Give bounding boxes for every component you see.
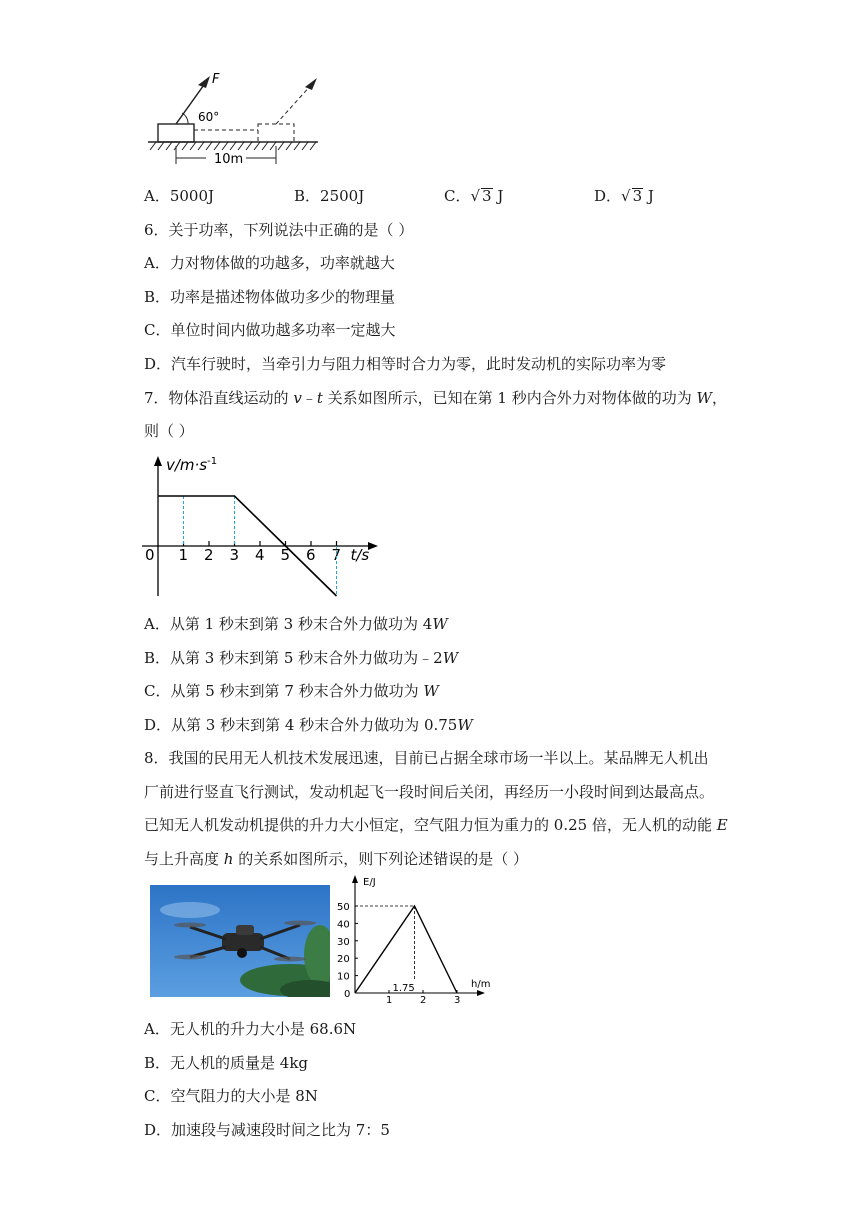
q7-stem-line2: 则（ ） [144, 422, 194, 440]
y-axis-label: $v/m\cdot s^{-1}$ [166, 456, 218, 474]
q6-option-b: B．功率是描述物体做功多少的物理量 [144, 288, 396, 306]
q5-option-d: D．√ 3 J [594, 187, 654, 205]
q5-option-c: C．√ 3 J [444, 187, 504, 205]
distance-label: 10m [214, 152, 244, 167]
q8-stem-line1: 8．我国的民用无人机技术发展迅速，目前已占据全球市场一半以上。某品牌无人机出 [144, 749, 709, 767]
q6-option-d: D．汽车行驶时，当牵引力与阻力相等时合力为零，此时发动机的实际功率为零 [144, 355, 667, 373]
x-tick-label: 3 [229, 546, 240, 564]
y-tick-label: 30 [337, 936, 350, 948]
force-label: F [212, 72, 220, 87]
x-tick-label: 4 [255, 546, 265, 564]
x-axis-label: h/m [471, 979, 491, 990]
q6-stem: 6．关于功率，下列说法中正确的是（ ） [144, 221, 414, 239]
q7-stem-line1: 7．物体沿直线运动的 v﹣t 关系如图所示，已知在第 1 秒内合外力对物体做的功为 W， [144, 389, 727, 407]
q5-option-a: A．5000J [144, 187, 215, 205]
x-tick-label: 7 [331, 546, 342, 564]
q8-option-b: B．无人机的质量是 4kg [144, 1054, 309, 1072]
y-axis-label: E/J [363, 877, 376, 888]
vt-chart [140, 448, 390, 600]
eh-chart [335, 872, 505, 1004]
x-axis-arrow [368, 542, 378, 550]
drone-photo [150, 885, 330, 997]
q8-option-c: C．空气阻力的大小是 8N [144, 1087, 318, 1105]
x-tick-label: 5 [280, 546, 291, 564]
peak-annotation: 1.75 [392, 983, 415, 994]
y-tick-label: 0 [344, 989, 351, 1000]
x-axis-label: t/s [350, 546, 370, 564]
y-tick-label: 40 [337, 919, 350, 931]
q7-option-c: C．从第 5 秒末到第 7 秒末合外力做功为 W [144, 682, 439, 700]
y-tick-label: 20 [337, 954, 350, 966]
q8-stem-line4: 与上升高度 h 的关系如图所示，则下列论述错误的是（ ） [144, 850, 529, 868]
x-tick-label: 2 [204, 546, 214, 564]
q8-option-d: D．加速段与减速段时间之比为 7：5 [144, 1121, 390, 1139]
q6-option-a: A．力对物体做的功越多，功率就越大 [144, 254, 395, 272]
x-tick-label: 0 [145, 546, 155, 564]
q7-option-d: D．从第 3 秒末到第 4 秒末合外力做功为 0.75W [144, 716, 473, 734]
x-tick-label: 1 [386, 995, 393, 1004]
x-tick-label: 3 [454, 995, 461, 1004]
force-diagram [140, 68, 330, 168]
q6-option-c: C．单位时间内做功越多功率一定越大 [144, 321, 396, 339]
q8-stem-line2: 厂前进行竖直飞行测试，发动机起飞一段时间后关闭，再经历一小段时间到达最高点。 [144, 783, 715, 801]
y-tick-label: 50 [337, 902, 350, 913]
energy-line [355, 906, 457, 993]
q5-option-b: B．2500J [294, 187, 365, 205]
angle-label: 60° [198, 110, 220, 124]
x-tick-label: 2 [420, 995, 427, 1004]
y-axis-arrow [154, 456, 162, 466]
q8-stem-line3: 已知无人机发动机提供的升力大小恒定，空气阻力恒为重力的 0.25 倍，无人机的动能 E [144, 816, 728, 834]
y-tick-label: 10 [337, 971, 350, 983]
q7-option-a: A．从第 1 秒末到第 3 秒末合外力做功为 4W [144, 615, 448, 633]
x-axis-arrow [477, 990, 485, 996]
q7-option-b: B．从第 3 秒末到第 5 秒末合外力做功为﹣2W [144, 649, 459, 667]
y-axis-arrow [352, 875, 358, 883]
x-tick-label: 6 [306, 546, 316, 564]
x-tick-label: 1 [178, 546, 189, 564]
q8-option-a: A．无人机的升力大小是 68.6N [144, 1020, 357, 1038]
